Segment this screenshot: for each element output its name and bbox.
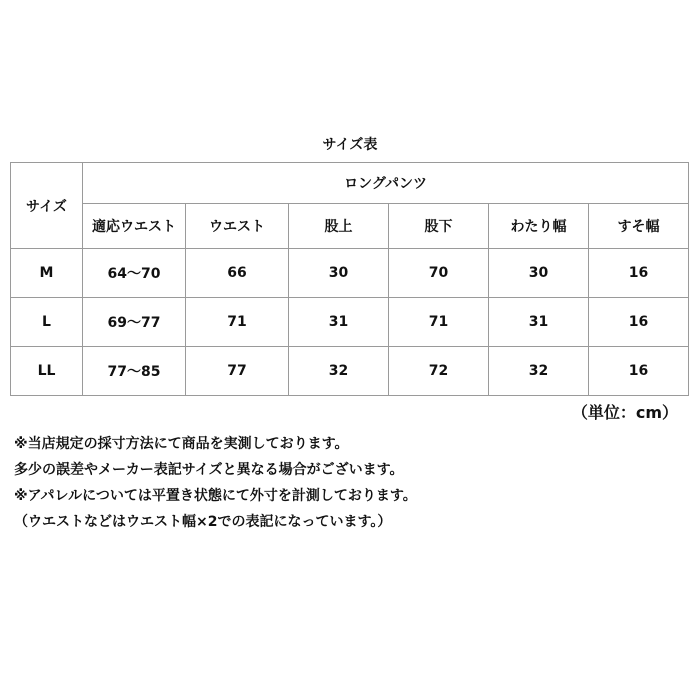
table-cell: 30 xyxy=(289,249,389,298)
column-header: ウエスト xyxy=(186,204,289,249)
table-title: サイズ表 xyxy=(322,137,378,153)
table-cell: 31 xyxy=(289,298,389,347)
table-cell: 16 xyxy=(589,249,689,298)
size-header-cell: サイズ xyxy=(11,163,83,249)
table-cell: 69～77 xyxy=(83,298,186,347)
note-line: ※当店規定の採寸方法にて商品を実測しております。 xyxy=(14,436,349,452)
note-line: 多少の誤差やメーカー表記サイズと異なる場合がございます。 xyxy=(14,462,404,478)
table-cell: 66 xyxy=(186,249,289,298)
size-label: LL xyxy=(11,347,83,396)
table-cell: 77～85 xyxy=(83,347,186,396)
size-label: M xyxy=(11,249,83,298)
column-header: 適応ウエスト xyxy=(83,204,186,249)
table-cell: 71 xyxy=(186,298,289,347)
column-header: 股上 xyxy=(289,204,389,249)
table-cell: 32 xyxy=(489,347,589,396)
column-header: わたり幅 xyxy=(489,204,589,249)
table-cell: 64～70 xyxy=(83,249,186,298)
note-line: ※アパレルについては平置き状態にて外寸を計測しております。 xyxy=(14,488,417,504)
table-cell: 31 xyxy=(489,298,589,347)
table-row xyxy=(11,249,689,298)
table-cell: 77 xyxy=(186,347,289,396)
table-cell: 72 xyxy=(389,347,489,396)
table-cell: 16 xyxy=(589,347,689,396)
column-header: 股下 xyxy=(389,204,489,249)
column-header: すそ幅 xyxy=(589,204,689,249)
column-header-row xyxy=(11,204,689,249)
table-cell: 70 xyxy=(389,249,489,298)
unit-label: （単位：cm） xyxy=(571,403,678,422)
group-header-row xyxy=(11,163,689,204)
table-row xyxy=(11,347,689,396)
group-header-cell: ロングパンツ xyxy=(83,163,689,204)
table-row xyxy=(11,298,689,347)
table-cell: 32 xyxy=(289,347,389,396)
notes xyxy=(14,431,686,535)
table-cell: 30 xyxy=(489,249,589,298)
table-cell: 16 xyxy=(589,298,689,347)
table-cell: 71 xyxy=(389,298,489,347)
size-table xyxy=(10,162,689,396)
note-line: （ウエストなどはウエスト幅×2での表記になっています。） xyxy=(14,514,392,530)
size-label: L xyxy=(11,298,83,347)
